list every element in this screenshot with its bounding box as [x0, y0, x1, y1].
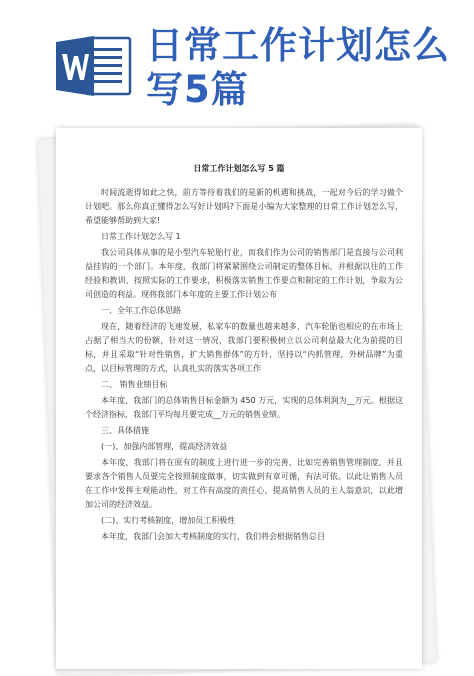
document-page — [56, 128, 422, 669]
heading-section-2: 二、 销售业绩目标 — [101, 380, 168, 389]
paragraph-2: 现在，随着经济的飞速发展，私家车的数量也越来越多，汽车轮胎也相应的在市场上占据了相当大的份额，针对这一情况，我部门要积极树立以公司利益最大化为前提的目标，并且采取“针对性销售，扩大销售群体”的方针，坚持以“内抓管理，外树品牌”为重点，以目标管理的方式，认真扎实的落实各项工作 — [85, 322, 403, 373]
heading-sub-1: (一)、加强内部管理，提高经济效益 — [101, 442, 228, 451]
paragraph-5: 本年度，我部门会加大考核制度的实行，我们将会根据销售总目 — [101, 532, 325, 541]
paragraph-1: 我公司具体从事的是小型汽车轮胎行业，而我们作为公司的销售部门是直接与公司利益挂钩的一个部门。本年度，我部门将紧紧围绕公司制定的整体目标，并根据以往的工作经验和教训，按照实际的工作要求，积极落实销售工作要点和制定的工作计划，争取为公司创造的利益。现将我部门本年度的主要工作计划公布 — [85, 248, 403, 299]
heading-section-1: 一、全年工作总体思路 — [101, 306, 181, 315]
paragraph-3: 本年度，我部门的总体销售目标金额为 450 万元，实现的总体利润为__万元。根据这个经济指标，我部门平均每月要完成__万元的销售业绩。 — [85, 396, 403, 419]
intro-paragraph: 时间流逝得如此之快，前方等待着我们的是新的机遇和挑战，一起对今后的学习做个计划吧。那么你真正懂得怎么写好计划吗?下面是小编为大家整理的日常工作计划怎么写，希望能够帮助到大家! — [85, 188, 403, 225]
heading-section-3: 三、具体措施 — [101, 426, 149, 435]
word-icon — [56, 34, 132, 98]
banner — [0, 0, 474, 130]
paragraph-4: 本年度，我部门将在原有的制度上进行进一步的完善，比如完善销售管理制度，并且要求各个销售人员要完全按照制度做事，切实做到有章可循，有法可依。以此让销售人员在工作中发挥主观能动性，对工作有高度的责任心，提高销售人员的主人翁意识，以此增加公司的经济效益。 — [85, 458, 403, 509]
document-title: 日常工作计划怎么写 5 篇 — [193, 164, 285, 173]
heading-sub-2: (二)、实行考核制度，增加员工积极性 — [101, 516, 236, 525]
heading-plan-1: 日常工作计划怎么写 1 — [101, 232, 181, 241]
banner-title: 日常工作计划怎么 写5篇 — [146, 24, 450, 111]
document-body — [85, 186, 403, 546]
